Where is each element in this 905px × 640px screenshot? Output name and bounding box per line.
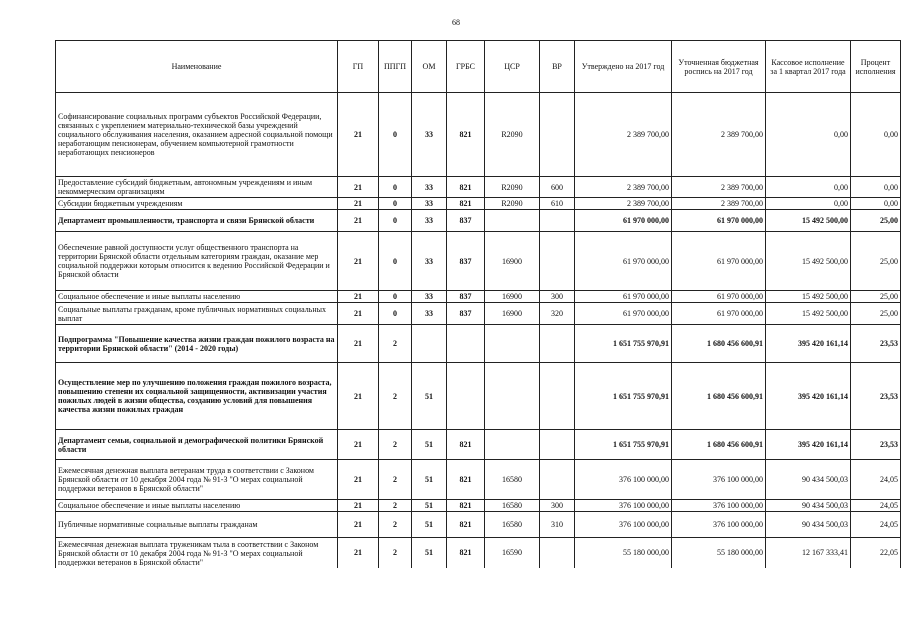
row-percent: 24,05 xyxy=(851,460,901,500)
row-approved: 55 180 000,00 xyxy=(575,538,672,568)
table-row xyxy=(56,512,901,538)
row-cash: 395 420 161,14 xyxy=(766,430,851,460)
row-vr: 300 xyxy=(540,291,575,303)
header-approved: Утверждено на 2017 год xyxy=(575,41,672,93)
row-ppgp: 0 xyxy=(379,232,412,291)
row-name: Софинансирование социальных программ субъектов Российской Федерации, связанных с укреплением материально-технической базы учреждений социального обслуживания населения, оказанием адресной социальной помощи неработающим пенсионерам, обучением компьютерной грамотности неработающих пенсионеров xyxy=(56,93,338,177)
row-ppgp: 0 xyxy=(379,177,412,198)
row-ppgp: 0 xyxy=(379,93,412,177)
row-approved: 61 970 000,00 xyxy=(575,210,672,232)
row-refined: 2 389 700,00 xyxy=(672,177,766,198)
table-row xyxy=(56,538,901,568)
row-refined: 61 970 000,00 xyxy=(672,291,766,303)
row-ppgp: 0 xyxy=(379,210,412,232)
header-grbs: ГРБС xyxy=(447,41,485,93)
row-vr: 600 xyxy=(540,177,575,198)
header-name: Наименование xyxy=(56,41,338,93)
row-name: Социальное обеспечение и иные выплаты населению xyxy=(56,291,338,303)
row-percent: 23,53 xyxy=(851,363,901,430)
row-name: Ежемесячная денежная выплата ветеранам труда в соответствии с Законом Брянской области от 10 декабря 2004 года № 91-З "О мерах социальной поддержки ветеранов в Брянской области" xyxy=(56,460,338,500)
row-grbs: 821 xyxy=(447,177,485,198)
row-grbs: 821 xyxy=(447,500,485,512)
row-refined: 376 100 000,00 xyxy=(672,460,766,500)
row-csr: 16900 xyxy=(485,232,540,291)
table-row xyxy=(56,325,901,363)
row-name: Обеспечение равной доступности услуг общественного транспорта на территории Брянской области отдельным категориям граждан, оказание мер социальной поддержки которым относится к ведению Российской Федерации и Брянской области xyxy=(56,232,338,291)
row-gp: 21 xyxy=(338,538,379,568)
row-ppgp: 2 xyxy=(379,430,412,460)
row-cash: 0,00 xyxy=(766,177,851,198)
row-approved: 1 651 755 970,91 xyxy=(575,363,672,430)
row-cash: 0,00 xyxy=(766,93,851,177)
row-grbs: 837 xyxy=(447,210,485,232)
row-csr: 16580 xyxy=(485,500,540,512)
row-om xyxy=(412,325,447,363)
row-cash: 395 420 161,14 xyxy=(766,325,851,363)
row-percent: 25,00 xyxy=(851,291,901,303)
row-gp: 21 xyxy=(338,93,379,177)
row-percent: 22,05 xyxy=(851,538,901,568)
row-name-text: Ежемесячная денежная выплата труженикам тыла в соответствии с Законом Брянской области от 10 декабря 2004 года № 91-З "О мерах социальной поддержки ветеранов в Брянской области" xyxy=(58,539,319,566)
row-csr xyxy=(485,363,540,430)
row-refined: 61 970 000,00 xyxy=(672,232,766,291)
row-grbs: 821 xyxy=(447,460,485,500)
row-csr: R2090 xyxy=(485,177,540,198)
row-approved: 2 389 700,00 xyxy=(575,177,672,198)
row-percent: 25,00 xyxy=(851,232,901,291)
row-om: 33 xyxy=(412,232,447,291)
row-ppgp: 2 xyxy=(379,363,412,430)
row-csr: R2090 xyxy=(485,93,540,177)
row-cash: 12 167 333,41 xyxy=(766,538,851,568)
row-cash: 0,00 xyxy=(766,198,851,210)
row-gp: 21 xyxy=(338,325,379,363)
row-csr: 16590 xyxy=(485,538,540,568)
row-vr: 310 xyxy=(540,512,575,538)
table-row xyxy=(56,198,901,210)
row-refined: 1 680 456 600,91 xyxy=(672,325,766,363)
row-om: 33 xyxy=(412,198,447,210)
row-grbs: 821 xyxy=(447,198,485,210)
row-cash: 90 434 500,03 xyxy=(766,512,851,538)
row-ppgp: 0 xyxy=(379,198,412,210)
row-name: Подпрограмма "Повышение качества жизни граждан пожилого возраста на территории Брянской области" (2014 - 2020 годы) xyxy=(56,325,338,363)
row-name: Субсидии бюджетным учреждениям xyxy=(56,198,338,210)
row-ppgp: 2 xyxy=(379,460,412,500)
header-refined: Уточненная бюджетная роспись на 2017 год xyxy=(672,41,766,93)
row-approved: 376 100 000,00 xyxy=(575,460,672,500)
header-row xyxy=(56,41,901,93)
row-vr: 610 xyxy=(540,198,575,210)
row-name: Департамент промышленности, транспорта и связи Брянской области xyxy=(56,210,338,232)
row-vr xyxy=(540,430,575,460)
row-csr: 16900 xyxy=(485,303,540,325)
row-refined: 376 100 000,00 xyxy=(672,500,766,512)
row-refined: 2 389 700,00 xyxy=(672,198,766,210)
row-vr xyxy=(540,538,575,568)
row-csr: R2090 xyxy=(485,198,540,210)
header-vr: ВР xyxy=(540,41,575,93)
row-refined: 1 680 456 600,91 xyxy=(672,363,766,430)
row-grbs xyxy=(447,363,485,430)
row-name: Социальное обеспечение и иные выплаты населению xyxy=(56,500,338,512)
row-om: 33 xyxy=(412,210,447,232)
row-grbs: 821 xyxy=(447,512,485,538)
row-percent: 23,53 xyxy=(851,325,901,363)
row-gp: 21 xyxy=(338,500,379,512)
row-percent: 25,00 xyxy=(851,303,901,325)
row-om: 51 xyxy=(412,363,447,430)
row-percent: 0,00 xyxy=(851,177,901,198)
row-gp: 21 xyxy=(338,198,379,210)
row-approved: 61 970 000,00 xyxy=(575,232,672,291)
row-percent: 23,53 xyxy=(851,430,901,460)
row-ppgp: 2 xyxy=(379,538,412,568)
row-csr: 16900 xyxy=(485,291,540,303)
row-vr xyxy=(540,363,575,430)
row-grbs: 837 xyxy=(447,291,485,303)
budget-table xyxy=(55,40,901,568)
header-ppgp: ППГП xyxy=(379,41,412,93)
row-approved: 61 970 000,00 xyxy=(575,303,672,325)
row-ppgp: 2 xyxy=(379,512,412,538)
row-om: 33 xyxy=(412,177,447,198)
table-row xyxy=(56,291,901,303)
row-om: 51 xyxy=(412,538,447,568)
row-csr xyxy=(485,325,540,363)
row-cash: 15 492 500,00 xyxy=(766,232,851,291)
row-refined: 2 389 700,00 xyxy=(672,93,766,177)
row-refined: 61 970 000,00 xyxy=(672,303,766,325)
row-name: Социальные выплаты гражданам, кроме публичных нормативных социальных выплат xyxy=(56,303,338,325)
row-csr: 16580 xyxy=(485,512,540,538)
page-number: 68 xyxy=(452,18,460,27)
row-cash: 15 492 500,00 xyxy=(766,210,851,232)
row-approved: 2 389 700,00 xyxy=(575,198,672,210)
table-row xyxy=(56,460,901,500)
row-gp: 21 xyxy=(338,232,379,291)
row-approved: 376 100 000,00 xyxy=(575,500,672,512)
table-row xyxy=(56,177,901,198)
table-row xyxy=(56,210,901,232)
row-approved: 1 651 755 970,91 xyxy=(575,325,672,363)
row-grbs: 821 xyxy=(447,430,485,460)
row-percent: 0,00 xyxy=(851,93,901,177)
row-gp: 21 xyxy=(338,512,379,538)
row-name xyxy=(56,538,338,568)
table-row xyxy=(56,303,901,325)
row-cash: 15 492 500,00 xyxy=(766,303,851,325)
row-approved: 2 389 700,00 xyxy=(575,93,672,177)
row-grbs: 821 xyxy=(447,93,485,177)
row-cash: 15 492 500,00 xyxy=(766,291,851,303)
table-row xyxy=(56,430,901,460)
row-refined: 61 970 000,00 xyxy=(672,210,766,232)
row-name: Осуществление мер по улучшению положения граждан пожилого возраста, повышению степени их социальной защищенности, активизации участия пожилых людей в жизни общества, созданию условий для повышения качества жизни пожилых граждан xyxy=(56,363,338,430)
row-refined: 376 100 000,00 xyxy=(672,512,766,538)
row-ppgp: 0 xyxy=(379,291,412,303)
row-om: 51 xyxy=(412,500,447,512)
table-row xyxy=(56,93,901,177)
header-csr: ЦСР xyxy=(485,41,540,93)
row-approved: 61 970 000,00 xyxy=(575,291,672,303)
row-gp: 21 xyxy=(338,303,379,325)
row-refined: 1 680 456 600,91 xyxy=(672,430,766,460)
row-cash: 90 434 500,03 xyxy=(766,500,851,512)
row-ppgp: 2 xyxy=(379,325,412,363)
row-approved: 376 100 000,00 xyxy=(575,512,672,538)
row-gp: 21 xyxy=(338,430,379,460)
row-approved: 1 651 755 970,91 xyxy=(575,430,672,460)
row-om: 51 xyxy=(412,430,447,460)
row-om: 33 xyxy=(412,93,447,177)
row-gp: 21 xyxy=(338,363,379,430)
row-om: 51 xyxy=(412,512,447,538)
header-cash: Кассовое исполнение за 1 квартал 2017 года xyxy=(766,41,851,93)
table-row xyxy=(56,232,901,291)
row-vr xyxy=(540,460,575,500)
row-gp: 21 xyxy=(338,210,379,232)
row-cash: 395 420 161,14 xyxy=(766,363,851,430)
row-grbs: 821 xyxy=(447,538,485,568)
header-gp: ГП xyxy=(338,41,379,93)
row-ppgp: 2 xyxy=(379,500,412,512)
row-percent: 0,00 xyxy=(851,198,901,210)
table-row xyxy=(56,363,901,430)
row-csr xyxy=(485,430,540,460)
row-csr xyxy=(485,210,540,232)
row-percent: 24,05 xyxy=(851,512,901,538)
row-cash: 90 434 500,03 xyxy=(766,460,851,500)
row-grbs: 837 xyxy=(447,232,485,291)
row-om: 51 xyxy=(412,460,447,500)
row-ppgp: 0 xyxy=(379,303,412,325)
table-row xyxy=(56,500,901,512)
row-percent: 24,05 xyxy=(851,500,901,512)
row-gp: 21 xyxy=(338,291,379,303)
row-vr xyxy=(540,325,575,363)
row-grbs: 837 xyxy=(447,303,485,325)
row-gp: 21 xyxy=(338,460,379,500)
row-name: Департамент семьи, социальной и демографической политики Брянской области xyxy=(56,430,338,460)
row-name: Публичные нормативные социальные выплаты гражданам xyxy=(56,512,338,538)
row-gp: 21 xyxy=(338,177,379,198)
row-refined: 55 180 000,00 xyxy=(672,538,766,568)
header-percent: Процент исполнения xyxy=(851,41,901,93)
row-vr xyxy=(540,232,575,291)
header-om: ОМ xyxy=(412,41,447,93)
row-vr xyxy=(540,210,575,232)
row-grbs xyxy=(447,325,485,363)
row-percent: 25,00 xyxy=(851,210,901,232)
row-name: Предоставление субсидий бюджетным, автономным учреждениям и иным некоммерческим организациям xyxy=(56,177,338,198)
row-vr xyxy=(540,93,575,177)
row-vr: 300 xyxy=(540,500,575,512)
row-vr: 320 xyxy=(540,303,575,325)
row-om: 33 xyxy=(412,303,447,325)
row-csr: 16580 xyxy=(485,460,540,500)
row-om: 33 xyxy=(412,291,447,303)
